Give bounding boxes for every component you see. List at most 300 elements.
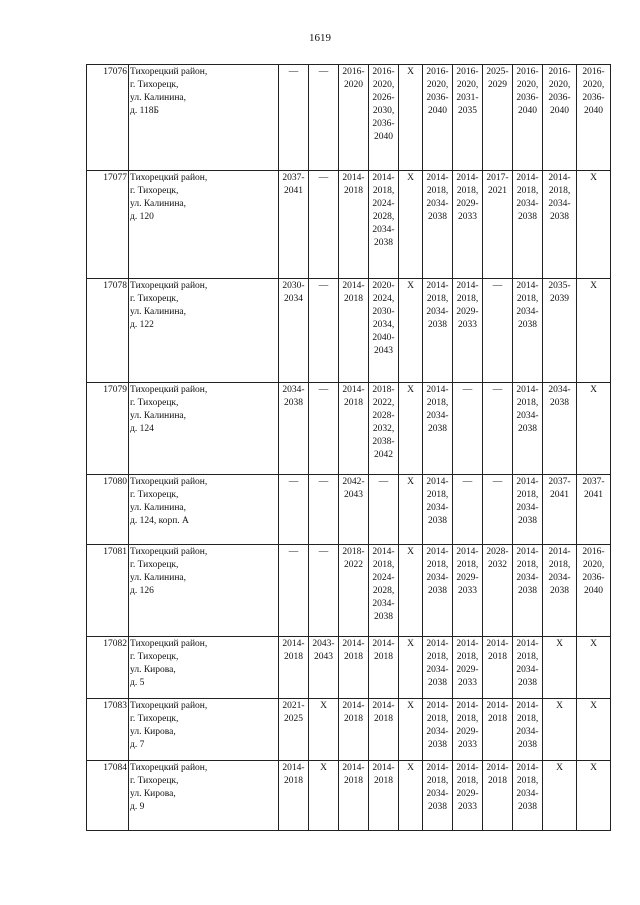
term-value: 2018, xyxy=(456,186,479,196)
row-number-cell: 17083 xyxy=(87,699,129,761)
term-cell xyxy=(369,171,399,279)
term-value: 2036- xyxy=(516,93,539,103)
term-value: 2038 xyxy=(428,586,447,596)
term-cell xyxy=(369,545,399,637)
term-value: 2018 xyxy=(488,776,507,786)
term-value: 2038 xyxy=(518,516,537,526)
term-cell xyxy=(279,383,309,475)
term-cell xyxy=(279,637,309,699)
term-value: 2014- xyxy=(516,385,539,395)
address-cell xyxy=(129,699,279,761)
term-value: 2036- xyxy=(548,93,571,103)
term-value: 2038 xyxy=(518,802,537,812)
term-cell xyxy=(453,383,483,475)
term-value: 2034- xyxy=(426,307,449,317)
term-cell xyxy=(309,637,339,699)
term-value: 2018, xyxy=(516,490,539,500)
address-line: Тихорецкий район, xyxy=(130,763,208,773)
term-cell xyxy=(423,545,453,637)
term-value: 2014- xyxy=(548,173,571,183)
term-cell xyxy=(423,475,453,545)
term-value: 2016- xyxy=(582,547,605,557)
term-cell xyxy=(309,545,339,637)
term-cell xyxy=(279,761,309,831)
term-cell xyxy=(309,383,339,475)
term-value: — xyxy=(318,477,329,487)
term-value: 2041 xyxy=(550,490,569,500)
term-value: 2014- xyxy=(426,477,449,487)
term-value: 2029- xyxy=(456,665,479,675)
term-value: 2038 xyxy=(428,802,447,812)
term-value: 2039 xyxy=(550,294,569,304)
term-cell xyxy=(513,545,543,637)
term-value: 2041 xyxy=(284,186,303,196)
term-value: 2038 xyxy=(518,740,537,750)
term-cell xyxy=(339,475,369,545)
term-value: 2014- xyxy=(516,547,539,557)
term-value: 2014- xyxy=(548,547,571,557)
term-value: 2034- xyxy=(426,411,449,421)
address-line: Тихорецкий район, xyxy=(130,701,208,711)
address-line: ул. Кирова, xyxy=(130,727,176,737)
term-value: 2038 xyxy=(374,238,393,248)
term-value: 2018, xyxy=(516,714,539,724)
term-cell xyxy=(423,637,453,699)
address-line: г. Тихорецк, xyxy=(130,776,179,786)
term-cell xyxy=(453,279,483,383)
table-row xyxy=(87,761,611,831)
term-value: 2034- xyxy=(516,789,539,799)
term-value: 2034- xyxy=(516,307,539,317)
address-line: ул. Калинина, xyxy=(130,503,187,513)
term-value: 2034- xyxy=(426,503,449,513)
term-value: 2018, xyxy=(516,776,539,786)
term-cell xyxy=(309,699,339,761)
term-value: 2018, xyxy=(516,398,539,408)
row-number-cell: 17079 xyxy=(87,383,129,475)
term-cell xyxy=(279,279,309,383)
term-value: 2014- xyxy=(372,173,395,183)
term-value: 2029- xyxy=(456,307,479,317)
address-cell xyxy=(129,545,279,637)
term-value: 2018, xyxy=(456,294,479,304)
term-value: 2030- xyxy=(372,307,395,317)
term-value: 2033 xyxy=(458,740,477,750)
term-value: 2036- xyxy=(582,93,605,103)
address-line: Тихорецкий район, xyxy=(130,385,208,395)
address-cell xyxy=(129,171,279,279)
term-value: Х xyxy=(556,763,563,773)
address-line: г. Тихорецк, xyxy=(130,490,179,500)
row-number-cell: 17078 xyxy=(87,279,129,383)
term-value: 2034- xyxy=(372,225,395,235)
term-cell xyxy=(483,761,513,831)
term-value: 2018 xyxy=(488,714,507,724)
term-value: 2014- xyxy=(486,701,509,711)
term-value: 2018, xyxy=(548,186,571,196)
term-value: 2038 xyxy=(518,424,537,434)
term-value: 2034- xyxy=(426,199,449,209)
term-cell xyxy=(483,171,513,279)
row-number-cell: 17084 xyxy=(87,761,129,831)
term-value: 2016- xyxy=(456,67,479,77)
address-line: Тихорецкий район, xyxy=(130,639,208,649)
term-value: 2018, xyxy=(426,186,449,196)
term-value: Х xyxy=(590,281,597,291)
term-value: 2029- xyxy=(456,199,479,209)
term-value: 2018 xyxy=(344,652,363,662)
term-cell xyxy=(543,761,577,831)
term-cell xyxy=(309,279,339,383)
term-cell xyxy=(339,637,369,699)
term-value: 2014- xyxy=(456,547,479,557)
term-value: — xyxy=(318,67,329,77)
term-cell xyxy=(339,699,369,761)
term-value: 2037- xyxy=(282,173,305,183)
address-line: ул. Калинина, xyxy=(130,411,187,421)
term-value: 2018 xyxy=(344,294,363,304)
term-value: — xyxy=(288,67,299,77)
term-cell xyxy=(423,699,453,761)
term-value: 2028- xyxy=(486,547,509,557)
address-line: ул. Калинина, xyxy=(130,93,187,103)
term-value: 2014- xyxy=(456,763,479,773)
term-value: 2014- xyxy=(516,639,539,649)
term-value: 2034- xyxy=(426,727,449,737)
term-value: 2038 xyxy=(428,516,447,526)
term-cell xyxy=(309,65,339,171)
term-value: 2034, xyxy=(372,320,395,330)
term-value: — xyxy=(492,477,503,487)
term-value: 2020 xyxy=(344,80,363,90)
address-line: д. 7 xyxy=(130,740,145,750)
term-value: 2038 xyxy=(550,212,569,222)
table-row xyxy=(87,171,611,279)
term-value: — xyxy=(288,547,299,557)
term-value: 2018 xyxy=(284,776,303,786)
term-value: 2018, xyxy=(456,776,479,786)
term-value: 2014- xyxy=(486,639,509,649)
term-value: Х xyxy=(407,547,414,557)
term-value: 2040 xyxy=(584,586,603,596)
term-value: 2038 xyxy=(374,612,393,622)
term-value: 2037- xyxy=(582,477,605,487)
term-value: 2038 xyxy=(428,424,447,434)
term-value: 2018, xyxy=(548,560,571,570)
term-cell xyxy=(339,383,369,475)
term-cell xyxy=(453,171,483,279)
term-value: 2041 xyxy=(584,490,603,500)
term-value: Х xyxy=(590,385,597,395)
term-cell xyxy=(399,171,423,279)
term-cell xyxy=(399,279,423,383)
term-value: 2014- xyxy=(426,701,449,711)
term-value: 2035- xyxy=(548,281,571,291)
term-value: 2040 xyxy=(518,106,537,116)
term-value: — xyxy=(492,281,503,291)
term-cell xyxy=(453,761,483,831)
term-value: 2018 xyxy=(344,776,363,786)
term-value: 2014- xyxy=(372,639,395,649)
term-value: 2017- xyxy=(486,173,509,183)
term-cell xyxy=(399,383,423,475)
term-value: 2024- xyxy=(372,199,395,209)
term-cell xyxy=(279,545,309,637)
term-value: 2018, xyxy=(426,294,449,304)
term-value: 2018 xyxy=(344,398,363,408)
table-row xyxy=(87,65,611,171)
term-value: 2037- xyxy=(548,477,571,487)
term-value: 2018 xyxy=(284,652,303,662)
address-line: г. Тихорецк, xyxy=(130,80,179,90)
term-cell xyxy=(369,637,399,699)
term-value: Х xyxy=(590,763,597,773)
table-row xyxy=(87,279,611,383)
term-value: 2020, xyxy=(582,80,605,90)
term-cell xyxy=(453,637,483,699)
term-value: Х xyxy=(407,639,414,649)
row-number-cell: 17076 xyxy=(87,65,129,171)
term-value: Х xyxy=(407,173,414,183)
address-line: д. 5 xyxy=(130,678,145,688)
address-line: Тихорецкий район, xyxy=(130,173,208,183)
term-value: 2014- xyxy=(426,173,449,183)
term-value: 2018 xyxy=(374,714,393,724)
term-cell xyxy=(399,761,423,831)
term-cell xyxy=(483,545,513,637)
term-value: Х xyxy=(320,763,327,773)
term-cell xyxy=(577,699,611,761)
term-cell xyxy=(369,383,399,475)
term-cell xyxy=(279,171,309,279)
row-number-cell: 17081 xyxy=(87,545,129,637)
term-value: 2025- xyxy=(486,67,509,77)
register-table xyxy=(86,64,611,831)
term-value: 2034- xyxy=(516,665,539,675)
term-cell xyxy=(513,637,543,699)
term-value: 2034- xyxy=(426,789,449,799)
term-cell xyxy=(399,475,423,545)
term-cell xyxy=(339,279,369,383)
term-value: 2029 xyxy=(488,80,507,90)
term-value: 2018, xyxy=(426,490,449,500)
term-cell xyxy=(483,699,513,761)
term-value: 2033 xyxy=(458,212,477,222)
address-cell xyxy=(129,761,279,831)
term-value: 2018, xyxy=(456,652,479,662)
term-value: — xyxy=(378,477,389,487)
term-value: 2020, xyxy=(582,560,605,570)
term-cell xyxy=(309,761,339,831)
term-value: 2018- xyxy=(372,385,395,395)
term-value: 2038 xyxy=(284,398,303,408)
term-cell xyxy=(309,171,339,279)
page-number: 1619 xyxy=(309,32,331,44)
term-value: 2033 xyxy=(458,802,477,812)
term-value: 2018, xyxy=(372,560,395,570)
address-line: г. Тихорецк, xyxy=(130,398,179,408)
term-value: 2016- xyxy=(426,67,449,77)
term-value: 2014- xyxy=(342,173,365,183)
term-value: Х xyxy=(556,639,563,649)
term-value: Х xyxy=(590,173,597,183)
term-cell xyxy=(399,637,423,699)
term-value: 2034- xyxy=(516,199,539,209)
term-value: Х xyxy=(590,701,597,711)
term-value: Х xyxy=(320,701,327,711)
term-cell xyxy=(369,279,399,383)
term-value: 2038 xyxy=(428,320,447,330)
term-value: 2014- xyxy=(426,281,449,291)
term-value: 2016- xyxy=(582,67,605,77)
term-cell xyxy=(577,475,611,545)
term-cell xyxy=(577,761,611,831)
term-value: Х xyxy=(407,763,414,773)
term-value: 2016- xyxy=(548,67,571,77)
term-value: 2018, xyxy=(426,714,449,724)
term-value: 2014- xyxy=(516,477,539,487)
term-value: 2018, xyxy=(426,560,449,570)
term-cell xyxy=(399,545,423,637)
table-row xyxy=(87,637,611,699)
term-value: 2034- xyxy=(282,385,305,395)
term-value: 2040 xyxy=(584,106,603,116)
address-line: ул. Калинина, xyxy=(130,307,187,317)
address-cell xyxy=(129,637,279,699)
term-value: 2031- xyxy=(456,93,479,103)
term-value: 2034- xyxy=(516,727,539,737)
term-value: 2018, xyxy=(516,294,539,304)
term-value: 2014- xyxy=(282,763,305,773)
address-line: д. 126 xyxy=(130,586,154,596)
term-value: 2034- xyxy=(548,573,571,583)
term-cell xyxy=(543,699,577,761)
term-value: 2029- xyxy=(456,573,479,583)
term-value: 2016- xyxy=(372,67,395,77)
term-cell xyxy=(483,383,513,475)
row-number-cell: 17082 xyxy=(87,637,129,699)
term-value: Х xyxy=(590,639,597,649)
term-value: 2043 xyxy=(374,346,393,356)
term-value: — xyxy=(462,477,473,487)
term-value: 2014- xyxy=(456,701,479,711)
term-cell xyxy=(577,545,611,637)
term-cell xyxy=(513,761,543,831)
term-cell xyxy=(453,699,483,761)
address-cell xyxy=(129,383,279,475)
term-value: 2018, xyxy=(426,398,449,408)
term-cell xyxy=(453,475,483,545)
table-row xyxy=(87,699,611,761)
term-value: 2042 xyxy=(374,450,393,460)
term-value: 2018, xyxy=(456,714,479,724)
term-value: 2034- xyxy=(548,385,571,395)
term-value: 2034- xyxy=(516,503,539,513)
term-value: 2040 xyxy=(374,132,393,142)
term-value: Х xyxy=(407,67,414,77)
term-cell xyxy=(369,699,399,761)
term-value: 2038 xyxy=(518,320,537,330)
term-value: 2040- xyxy=(372,333,395,343)
term-value: 2043- xyxy=(312,639,335,649)
term-cell xyxy=(577,279,611,383)
term-cell xyxy=(339,761,369,831)
term-value: 2014- xyxy=(342,385,365,395)
address-line: д. 122 xyxy=(130,320,154,330)
term-cell xyxy=(423,383,453,475)
term-value: Х xyxy=(556,701,563,711)
term-cell xyxy=(369,65,399,171)
address-line: д. 9 xyxy=(130,802,145,812)
term-value: 2026- xyxy=(372,93,395,103)
term-value: 2014- xyxy=(342,639,365,649)
term-value: 2036- xyxy=(582,573,605,583)
term-cell xyxy=(339,171,369,279)
term-value: Х xyxy=(407,701,414,711)
address-line: ул. Калинина, xyxy=(130,199,187,209)
table-row xyxy=(87,475,611,545)
term-value: 2014- xyxy=(426,547,449,557)
term-value: 2014- xyxy=(372,701,395,711)
term-value: 2040 xyxy=(550,106,569,116)
address-line: д. 120 xyxy=(130,212,154,222)
term-value: 2014- xyxy=(372,763,395,773)
term-value: 2038 xyxy=(518,678,537,688)
term-value: 2018 xyxy=(374,652,393,662)
term-value: 2014- xyxy=(342,763,365,773)
term-cell xyxy=(399,65,423,171)
term-value: 2024, xyxy=(372,294,395,304)
address-line: Тихорецкий район, xyxy=(130,67,208,77)
term-cell xyxy=(423,761,453,831)
term-cell xyxy=(513,65,543,171)
term-cell xyxy=(513,699,543,761)
term-value: 2018 xyxy=(344,714,363,724)
term-cell xyxy=(423,279,453,383)
address-line: д. 124 xyxy=(130,424,154,434)
term-cell xyxy=(279,65,309,171)
term-value: 2038 xyxy=(428,212,447,222)
term-cell xyxy=(279,475,309,545)
term-value: — xyxy=(288,477,299,487)
term-value: — xyxy=(318,547,329,557)
term-value: 2034- xyxy=(516,411,539,421)
term-cell xyxy=(369,761,399,831)
term-cell xyxy=(483,637,513,699)
term-value: 2020, xyxy=(426,80,449,90)
term-value: 2016- xyxy=(516,67,539,77)
address-line: г. Тихорецк, xyxy=(130,560,179,570)
term-cell xyxy=(543,279,577,383)
address-cell xyxy=(129,279,279,383)
term-cell xyxy=(453,545,483,637)
address-line: г. Тихорецк, xyxy=(130,186,179,196)
term-cell xyxy=(369,475,399,545)
term-value: 2014- xyxy=(426,763,449,773)
address-line: ул. Кирова, xyxy=(130,665,176,675)
term-value: 2042- xyxy=(342,477,365,487)
term-value: 2030, xyxy=(372,106,395,116)
term-value: 2014- xyxy=(342,701,365,711)
term-cell xyxy=(543,475,577,545)
term-cell xyxy=(513,171,543,279)
term-value: — xyxy=(318,385,329,395)
term-value: 2033 xyxy=(458,586,477,596)
term-cell xyxy=(543,171,577,279)
term-cell xyxy=(483,475,513,545)
term-value: 2020- xyxy=(372,281,395,291)
term-value: 2033 xyxy=(458,320,477,330)
